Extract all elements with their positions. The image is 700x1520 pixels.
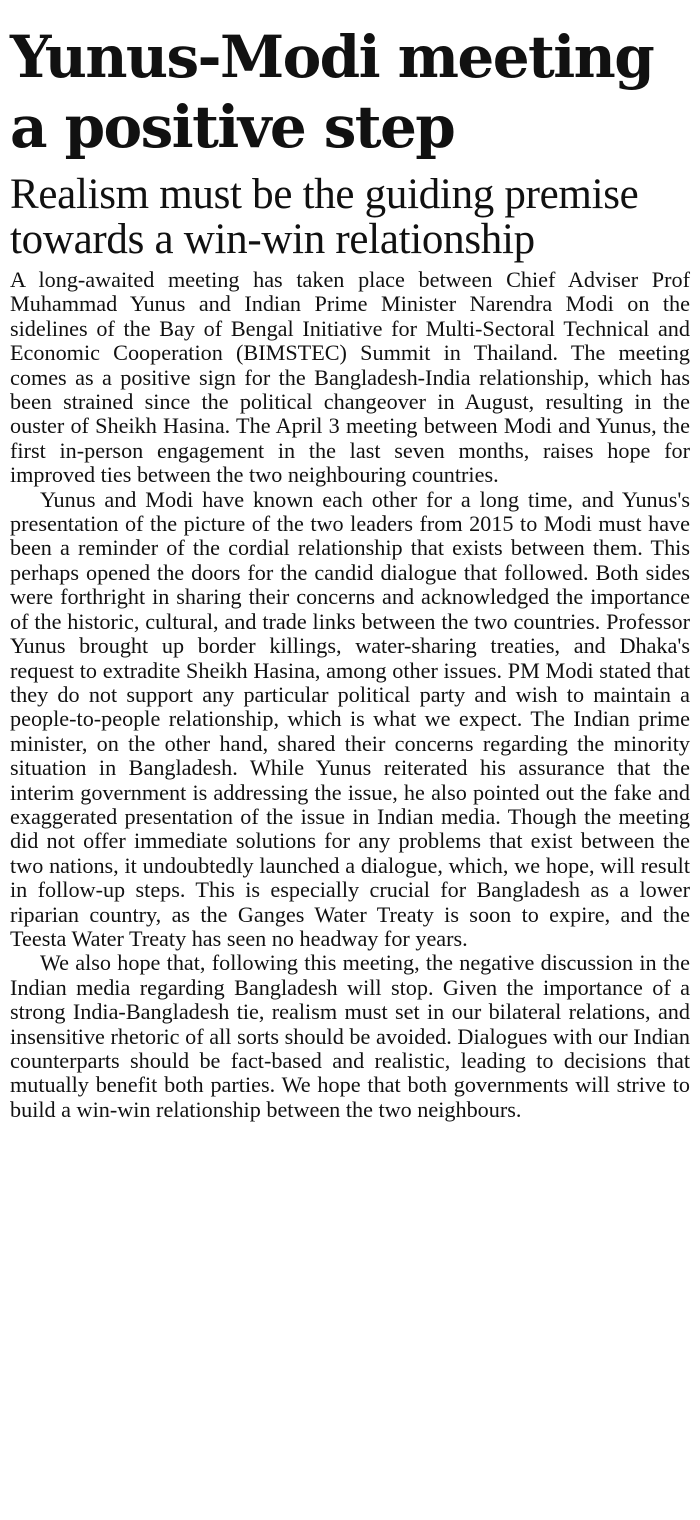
subheadline: Realism must be the guiding premise towards a win-win relationship bbox=[10, 171, 639, 263]
editorial-article bbox=[10, 22, 690, 1122]
paragraph-1: A long-awaited meeting has taken place between Chief Adviser Prof Muhammad Yunus and Indian Prime Minister Narendra Modi on the sidelines of the Bay of Bengal Initiative for Multi-Sectoral Technical and Economic Cooperation (BIMSTEC) Summit in Thailand. The meeting comes as a positive sign for the Bangladesh-India relationship, which has been strained since the political changeover in August, resulting in the ouster of Sheikh Hasina. The April 3 meeting between Modi and Yunus, the first in-person engagement in the last seven months, raises hope for improved ties between the two neighbouring countries. bbox=[10, 267, 690, 488]
paragraph-3: We also hope that, following this meeting, the negative discussion in the Indian media regarding Bangladesh will stop. Given the importance of a strong India-Bangladesh tie, realism must set in our bilateral relations, and insensitive rhetoric of all sorts should be avoided. Dialogues with our Indian counterparts should be fact-based and realistic, leading to decisions that mutually benefit both parties. We hope that both governments will strive to build a win-win relationship between the two neighbours. bbox=[10, 950, 690, 1122]
paragraph-2: Yunus and Modi have known each other for a long time, and Yunus's presentation of the picture of the two leaders from 2015 to Modi must have been a reminder of the cordial relationship that exists between them. This perhaps opened the doors for the candid dialogue that followed. Both sides were forthright in sharing their concerns and acknowledged the importance of the historic, cultural, and trade links between the two countries. Professor Yunus brought up border killings, water-sharing treaties, and Dhaka's request to extradite Sheikh Hasina, among other issues. PM Modi stated that they do not support any particular political party and wish to maintain a people-to-people relationship, which is what we expect. The Indian prime minister, on the other hand, shared their concerns regarding the minority situation in Bangladesh. While Yunus reiterated his assurance that the interim government is addressing the issue, he also pointed out the fake and exaggerated presentation of the issue in Indian media. Though the meeting did not offer immediate solutions for any problems that exist between the two nations, it undoubtedly launched a dialogue, which, we hope, will result in follow-up steps. This is especially crucial for Bangladesh as a lower riparian country, as the Ganges Water Treaty is soon to expire, and the Teesta Water Treaty has seen no headway for years. bbox=[10, 486, 690, 951]
article-body bbox=[10, 268, 690, 1122]
headline: Yunus-Modi meeting a positive step bbox=[10, 23, 654, 161]
